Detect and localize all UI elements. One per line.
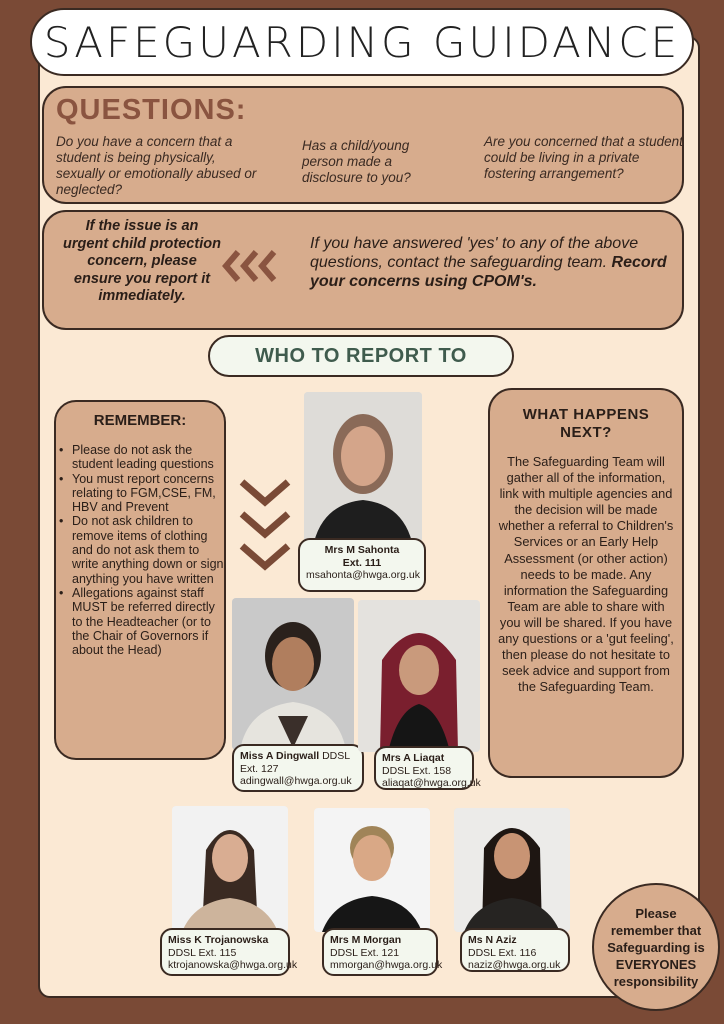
questions-panel [42,86,684,204]
staff-role: DDSL [319,750,351,762]
question-fostering: Are you concerned that a student could be living in a private fostering arrangement? [484,134,683,181]
page-title: SAFEGUARDING GUIDANCE [43,17,681,67]
staff-email[interactable]: ktrojanowska@hwga.org.uk [168,959,298,972]
urgent-notice: If the issue is an urgent child protection concern, please ensure you report it immediately. [63,218,221,304]
staff-email[interactable]: msahonta@hwga.org.uk [306,569,420,582]
chevron-left-icon [220,248,284,284]
staff-email[interactable]: adingwall@hwga.org.uk [240,775,352,788]
staff-name: Mrs M Morgan [330,934,402,946]
staff-name: Mrs A Liaqat [382,752,445,764]
questions-heading: QUESTIONS: [56,94,247,126]
staff-photo-aziz [454,808,570,932]
title-banner [30,8,694,76]
what-happens-next-heading: WHAT HAPPENS NEXT? [522,406,650,441]
question-abuse: Do you have a concern that a student is being physically, sexually or emotionally abused or neglected? [56,134,257,197]
what-happens-next-body: The Safeguarding Team will gather all of the information, link with multiple agencies and the decision will be made whether a referral to Children's Services or an Early Help Assessment (or other action) needs to be made. Any information the Safeguarding Team are able to share with you will be shared. If you have any questions or a 'gut feeling', then please do not hesitate to seek advice and support from the Safeguarding Team. [498,454,674,695]
staff-email[interactable]: naziz@hwga.org.uk [468,959,561,972]
staff-name: Miss A Dingwall [240,750,320,762]
staff-email[interactable]: aliaqat@hwga.org.uk [382,777,481,790]
remember-list [56,443,224,657]
who-to-report-banner [208,335,514,377]
staff-card-liaqat [374,746,481,790]
remember-item: • Allegations against staff MUST be referred directly to the Headteacher (or to the Chair of Governors if about the Head) [70,586,224,657]
contact-text: If you have answered 'yes' to any of the above questions, contact the safeguarding team. [310,235,639,271]
staff-card-aziz [460,928,570,972]
staff-card-sahonta [298,538,426,592]
staff-name: Ms N Aziz [468,934,517,946]
remember-item: • You must report concerns relating to FGM,CSE, FM, HBV and Prevent [70,472,224,515]
staff-card-trojanowska [160,928,298,976]
staff-photo-liaqat [358,600,480,752]
contact-instructions [310,234,680,291]
remember-heading: REMEMBER: [93,412,187,429]
staff-role: DDSL Ext. 115 [168,946,237,959]
cpoms-instruction: Record your concerns using CPOM's. [310,254,667,290]
staff-photo-sahonta [304,392,422,542]
staff-extension: Ext. 111 [342,556,382,569]
responsibility-reminder: Please remember that Safeguarding is EVERYONES responsibility [592,883,720,1011]
staff-extension: Ext. 127 [240,762,279,775]
staff-name: Mrs M Sahonta [324,544,400,556]
staff-role: DDSL Ext. 121 [330,946,400,959]
staff-email[interactable]: mmorgan@hwga.org.uk [330,959,443,972]
remember-item: • Please do not ask the student leading questions [70,443,224,472]
question-disclosure: Has a child/young person made a disclosure to you? [302,138,411,185]
remember-panel [54,400,226,760]
staff-photo-trojanowska [172,806,288,932]
staff-photo-morgan [314,808,430,932]
staff-role: DDSL Ext. 158 [382,764,452,777]
staff-name: Miss K Trojanowska [168,934,269,946]
staff-card-morgan [322,928,443,976]
urgent-panel [42,210,684,330]
staff-card-dingwall [232,744,364,792]
staff-role: DDSL Ext. 116 [468,946,537,959]
what-happens-next-panel [488,388,684,778]
chevron-down-icon [238,476,292,576]
remember-item: • Do not ask children to remove items of clothing and do not ask them to write anything down or sign anything you have written [70,514,224,585]
who-to-report-heading: WHO TO REPORT TO [255,344,467,367]
staff-photo-dingwall [232,598,354,750]
